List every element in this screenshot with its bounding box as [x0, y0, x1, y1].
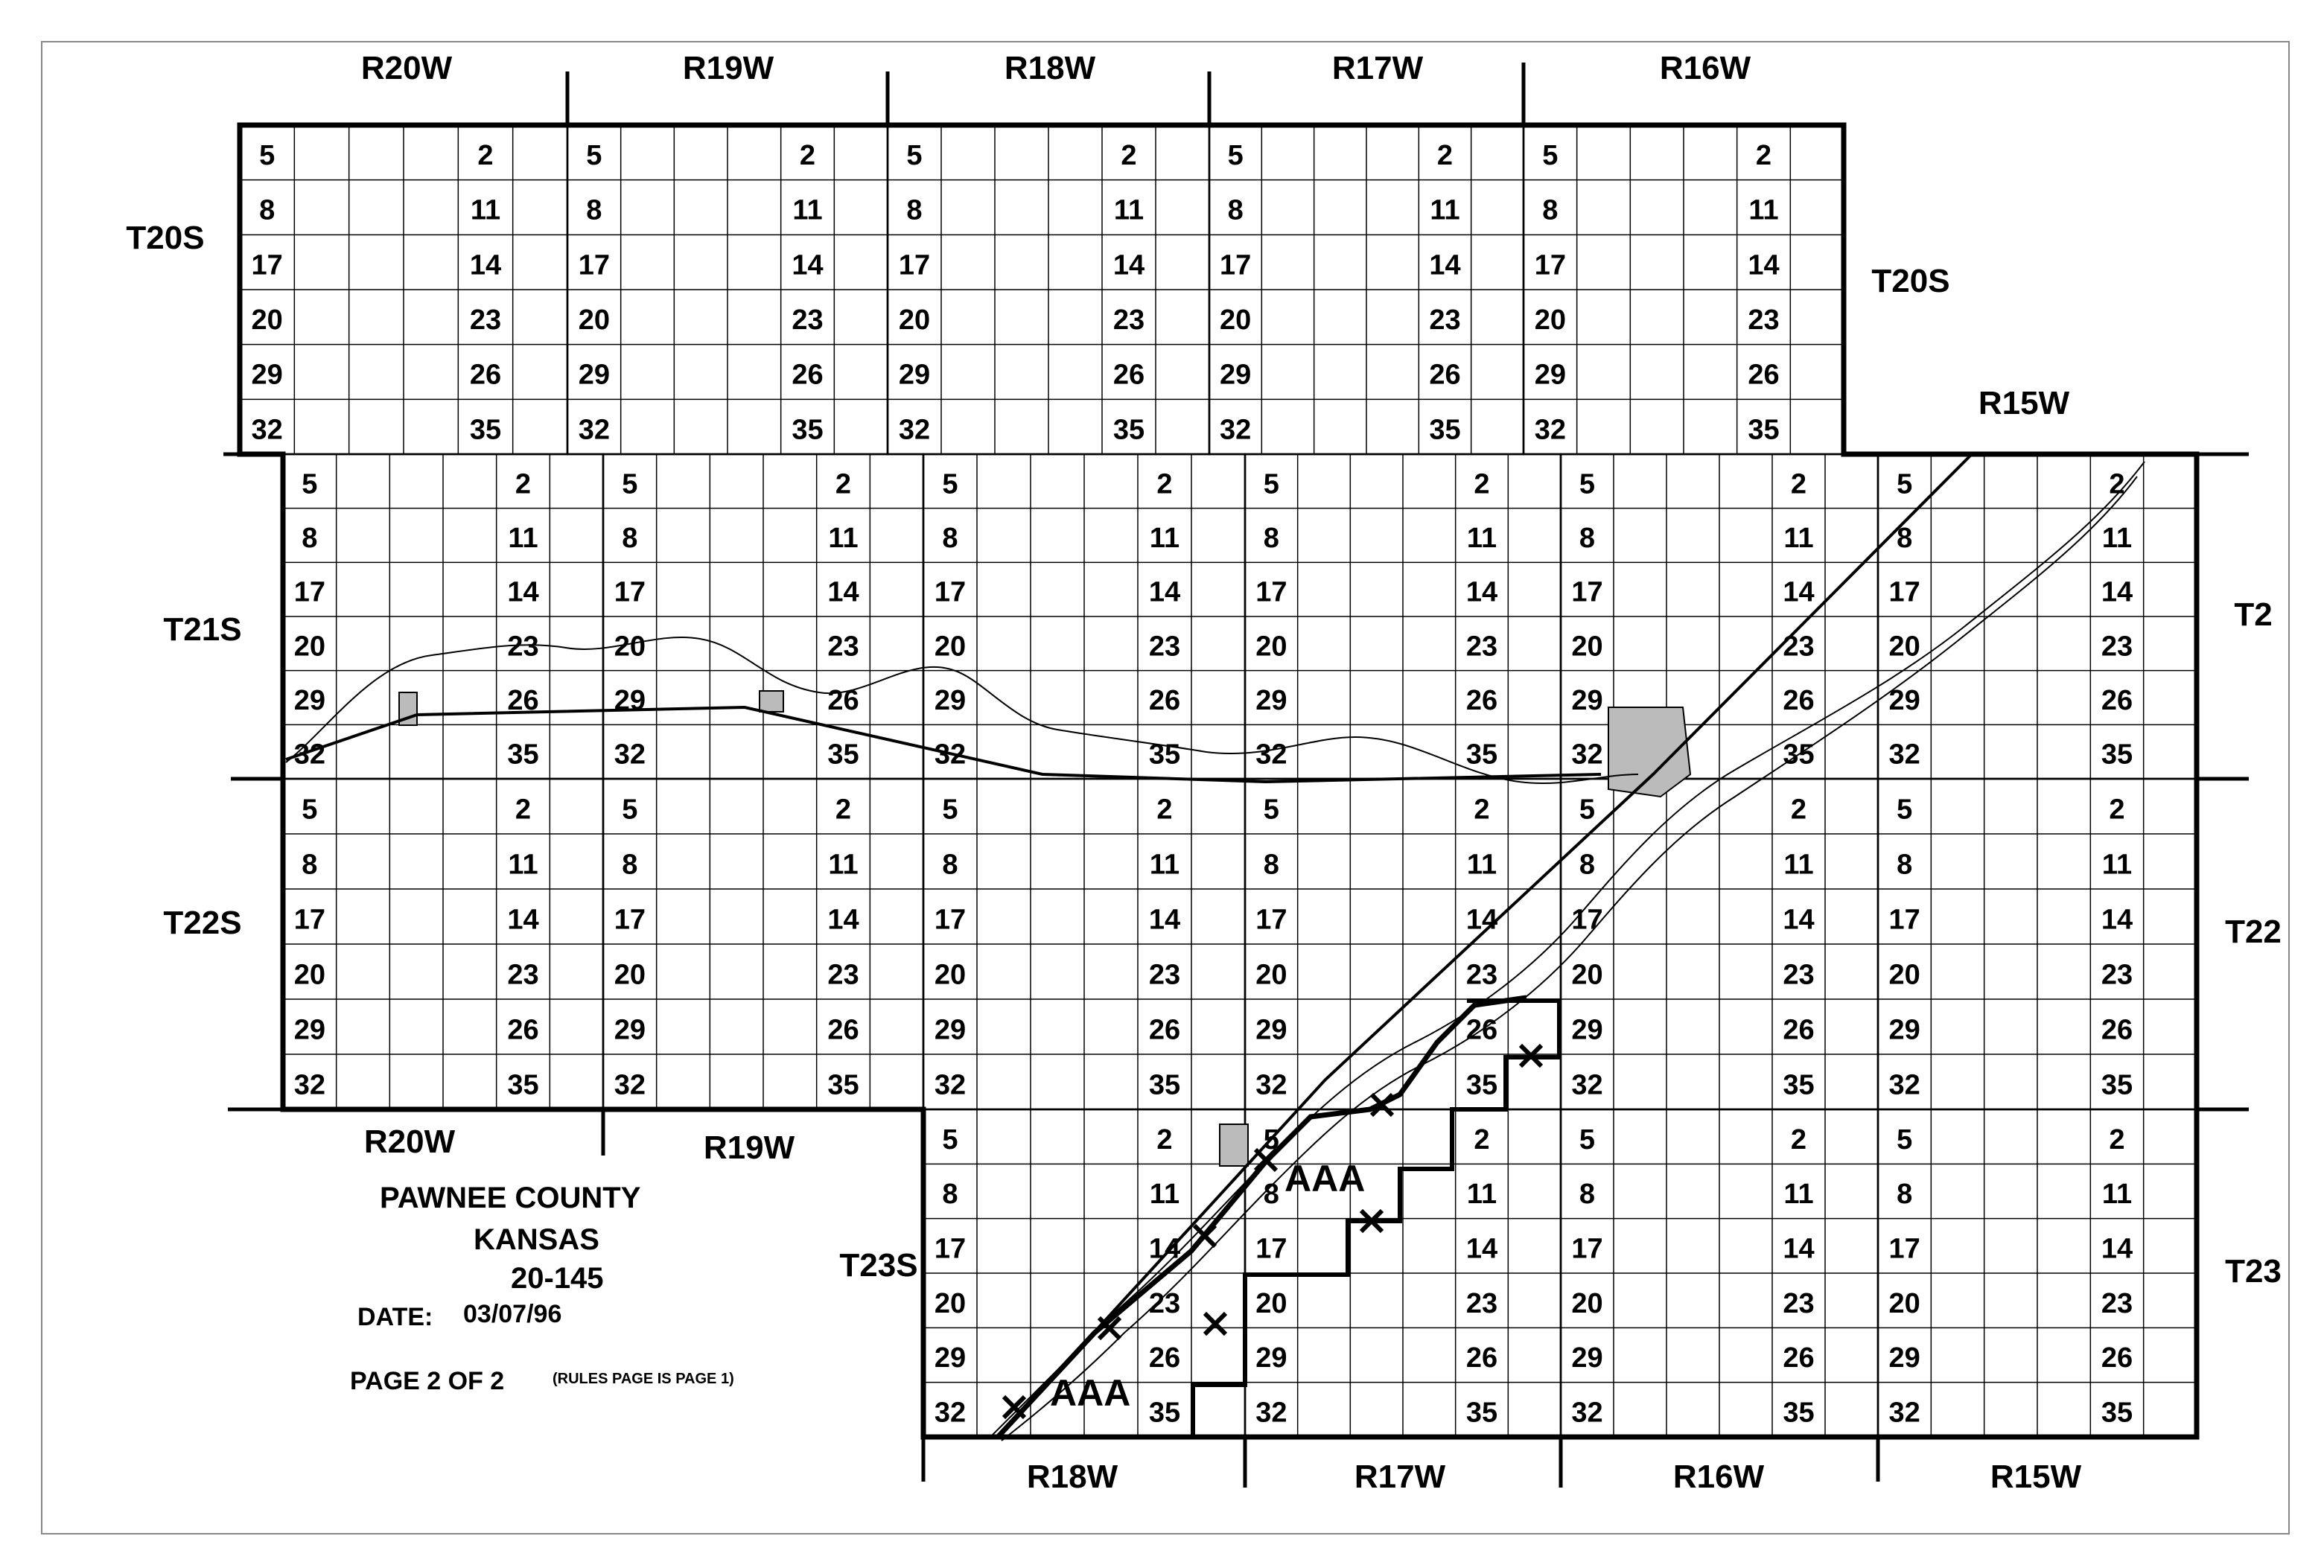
section-number: 23 [507, 959, 539, 991]
section-number: 5 [942, 468, 958, 500]
section-number: 29 [934, 1342, 967, 1374]
section-number: 11 [828, 522, 859, 554]
section-number: 5 [1579, 794, 1596, 826]
section-number: 8 [1542, 194, 1559, 226]
section-number: 2 [1474, 1124, 1490, 1156]
section-number: 29 [934, 1014, 967, 1046]
state-name: KANSAS [474, 1223, 599, 1256]
section-number: 2 [835, 468, 852, 500]
section-number: 29 [251, 359, 283, 391]
section-number: 23 [507, 631, 539, 663]
section-number: 32 [934, 1069, 967, 1101]
field-label-aaa-north: AAA [1284, 1158, 1366, 1199]
section-number: 20 [1534, 305, 1566, 337]
section-number: 32 [614, 1069, 646, 1101]
township-label-left: T23S [839, 1247, 918, 1284]
section-number: 29 [614, 1014, 646, 1046]
section-number: 11 [792, 194, 823, 226]
section-number: 11 [508, 849, 538, 881]
section-number: 14 [1148, 904, 1181, 936]
section-number: 23 [469, 305, 502, 337]
section-number: 2 [1474, 468, 1490, 500]
section-number: 17 [578, 249, 610, 281]
section-number: 32 [1255, 739, 1287, 771]
section-number: 32 [251, 414, 283, 446]
section-number: 11 [1466, 1179, 1497, 1211]
section-number: 26 [2101, 1342, 2133, 1374]
section-number: 23 [2101, 959, 2133, 991]
section-number: 11 [1113, 194, 1145, 226]
section-number: 17 [1888, 1233, 1920, 1265]
township-label-right: T20S [1871, 263, 1950, 299]
section-number: 20 [293, 631, 325, 663]
section-number: 14 [507, 904, 539, 936]
section-number: 14 [1465, 1233, 1498, 1265]
section-number: 11 [1149, 522, 1180, 554]
section-number: 14 [1112, 249, 1145, 281]
section-number: 35 [507, 1069, 539, 1101]
section-number: 2 [515, 794, 532, 826]
section-number: 14 [1148, 1233, 1181, 1265]
section-number: 2 [1790, 1124, 1807, 1156]
section-number: 14 [2101, 904, 2133, 936]
section-number: 20 [1888, 631, 1920, 663]
section-number: 20 [898, 305, 931, 337]
section-number: 26 [1465, 684, 1498, 716]
section-number: 2 [1755, 140, 1772, 172]
section-number: 35 [1148, 1069, 1181, 1101]
section-number: 29 [293, 684, 325, 716]
section-number: 8 [942, 849, 958, 881]
section-number: 35 [1783, 739, 1815, 771]
section-number: 14 [1783, 576, 1815, 608]
section-number: 17 [1571, 1233, 1603, 1265]
section-number: 20 [934, 631, 967, 663]
section-number: 29 [614, 684, 646, 716]
section-number: 29 [1534, 359, 1566, 391]
range-label-bottom: R17W [1354, 1459, 1446, 1495]
town-larned [1608, 707, 1690, 797]
range-label-top: R17W [1331, 50, 1424, 86]
field-marker-x [1194, 1226, 1215, 1246]
section-number: 32 [1571, 1069, 1603, 1101]
section-number: 35 [1148, 1397, 1181, 1429]
section-number: 35 [1783, 1069, 1815, 1101]
section-number: 8 [1897, 849, 1913, 881]
section-number: 32 [1255, 1397, 1287, 1429]
range-label-top: R19W [682, 50, 774, 86]
section-number: 20 [1571, 1287, 1603, 1319]
section-number: 11 [2101, 522, 2133, 554]
section-number: 5 [302, 794, 318, 826]
section-number: 26 [1465, 1342, 1498, 1374]
section-number: 8 [622, 522, 638, 554]
section-number: 32 [1255, 1069, 1287, 1101]
section-number: 20 [1571, 631, 1603, 663]
section-number: 35 [2101, 1397, 2133, 1429]
section-number: 23 [1429, 305, 1461, 337]
section-number: 26 [827, 684, 859, 716]
section-number: 17 [1255, 576, 1287, 608]
town-garfield [760, 691, 783, 712]
section-number: 32 [1220, 414, 1252, 446]
section-number: 35 [792, 414, 824, 446]
section-number: 26 [1112, 359, 1145, 391]
section-number: 20 [293, 959, 325, 991]
section-number: 8 [942, 522, 958, 554]
section-number: 32 [1888, 1069, 1920, 1101]
section-number: 2 [1156, 794, 1173, 826]
section-number: 17 [898, 249, 931, 281]
section-number: 8 [942, 1179, 958, 1211]
range-label-mid: R20W [363, 1124, 456, 1160]
section-number: 32 [1888, 1397, 1920, 1429]
section-number: 5 [622, 794, 638, 826]
section-number: 20 [934, 1287, 967, 1319]
section-number: 26 [1748, 359, 1780, 391]
section-number: 11 [828, 849, 859, 881]
section-number: 17 [1888, 904, 1920, 936]
section-number: 2 [515, 468, 532, 500]
section-number: 14 [469, 249, 502, 281]
section-number: 5 [942, 794, 958, 826]
section-number: 17 [1220, 249, 1252, 281]
township-label-left: T20S [126, 220, 205, 256]
section-number: 23 [792, 305, 824, 337]
range-label-bottom: R16W [1672, 1459, 1765, 1495]
section-number: 29 [1571, 684, 1603, 716]
section-number: 29 [1888, 1342, 1920, 1374]
section-number: 20 [1220, 305, 1252, 337]
section-number: 14 [1148, 576, 1181, 608]
section-number: 23 [1465, 959, 1498, 991]
section-number: 11 [1783, 522, 1814, 554]
section-number: 5 [1897, 794, 1913, 826]
range-label-top: R20W [360, 50, 453, 86]
section-number: 17 [1534, 249, 1566, 281]
township-label-left: T22S [163, 905, 242, 941]
section-number: 35 [827, 1069, 859, 1101]
section-number: 11 [1466, 849, 1497, 881]
section-number: 11 [1430, 194, 1460, 226]
section-number: 35 [1429, 414, 1461, 446]
section-number: 35 [1148, 739, 1181, 771]
county-code: 20-145 [511, 1262, 604, 1295]
section-number: 35 [469, 414, 502, 446]
section-number: 17 [1255, 1233, 1287, 1265]
field-label-aaa-south: AAA [1050, 1372, 1131, 1414]
section-number: 32 [614, 739, 646, 771]
section-number: 2 [1474, 794, 1490, 826]
section-number: 35 [1783, 1397, 1815, 1429]
section-number: 11 [1466, 522, 1497, 554]
section-number: 23 [1748, 305, 1780, 337]
section-number: 32 [1888, 739, 1920, 771]
section-number: 8 [259, 194, 276, 226]
section-number: 29 [1220, 359, 1252, 391]
section-number: 14 [792, 249, 824, 281]
section-number: 26 [1465, 1014, 1498, 1046]
section-number: 26 [507, 1014, 539, 1046]
section-number: 32 [1534, 414, 1566, 446]
section-number: 35 [507, 739, 539, 771]
section-number: 11 [1149, 849, 1180, 881]
section-number: 14 [827, 576, 859, 608]
section-number: 14 [1429, 249, 1461, 281]
section-number: 20 [1888, 959, 1920, 991]
section-number: 20 [251, 305, 283, 337]
section-number: 26 [1148, 1342, 1181, 1374]
section-number: 26 [1783, 1014, 1815, 1046]
section-number: 29 [1255, 684, 1287, 716]
section-number: 14 [1783, 904, 1815, 936]
section-number: 17 [1255, 904, 1287, 936]
section-number: 23 [1465, 1287, 1498, 1319]
section-number: 29 [1888, 1014, 1920, 1046]
section-number: 8 [622, 849, 638, 881]
date-label: DATE: [357, 1303, 433, 1331]
section-number: 8 [302, 522, 318, 554]
section-number: 8 [1263, 849, 1279, 881]
section-number: 23 [2101, 631, 2133, 663]
township-label-right: T23 [2225, 1253, 2282, 1290]
section-number: 17 [293, 576, 325, 608]
section-number: 14 [507, 576, 539, 608]
section-number: 23 [1148, 959, 1181, 991]
township-label-right: T22 [2225, 914, 2282, 950]
section-number: 5 [1227, 140, 1244, 172]
section-number: 14 [1465, 576, 1498, 608]
section-number: 26 [1783, 1342, 1815, 1374]
date-value: 03/07/96 [463, 1300, 562, 1328]
section-number: 26 [2101, 1014, 2133, 1046]
section-number: 26 [827, 1014, 859, 1046]
section-number: 8 [1579, 522, 1596, 554]
section-number: 35 [1112, 414, 1145, 446]
section-number: 20 [1888, 1287, 1920, 1319]
section-number: 2 [1156, 1124, 1173, 1156]
section-number: 11 [2101, 849, 2133, 881]
section-number: 26 [792, 359, 824, 391]
section-number: 5 [906, 140, 923, 172]
section-number: 29 [1571, 1014, 1603, 1046]
section-number: 14 [1748, 249, 1780, 281]
section-number: 20 [1571, 959, 1603, 991]
section-number: 35 [2101, 1069, 2133, 1101]
section-number: 26 [507, 684, 539, 716]
section-number: 2 [477, 140, 494, 172]
section-number: 8 [586, 194, 602, 226]
section-number: 20 [1255, 959, 1287, 991]
section-number: 35 [2101, 739, 2133, 771]
town-burdett [1220, 1124, 1248, 1166]
county-name: PAWNEE COUNTY [380, 1182, 641, 1214]
section-number: 26 [1148, 684, 1181, 716]
range-label-mid: R19W [703, 1129, 795, 1166]
range-label-top: R16W [1659, 50, 1751, 86]
section-number: 5 [1579, 1124, 1596, 1156]
range-label-top: R18W [1004, 50, 1096, 86]
section-number: 32 [578, 414, 610, 446]
section-number: 2 [1121, 140, 1137, 172]
section-number: 8 [1579, 849, 1596, 881]
section-number: 23 [1783, 631, 1815, 663]
section-number: 5 [1897, 468, 1913, 500]
section-number: 29 [1255, 1342, 1287, 1374]
section-number: 29 [934, 684, 967, 716]
section-number: 17 [1571, 904, 1603, 936]
section-number: 23 [1148, 631, 1181, 663]
section-number: 35 [827, 739, 859, 771]
section-number: 29 [1255, 1014, 1287, 1046]
section-number: 17 [934, 904, 967, 936]
section-number: 26 [2101, 684, 2133, 716]
section-number: 2 [799, 140, 816, 172]
section-number: 20 [1255, 631, 1287, 663]
section-number: 20 [1255, 1287, 1287, 1319]
section-number: 32 [293, 1069, 325, 1101]
section-number: 5 [259, 140, 276, 172]
section-number: 23 [1112, 305, 1145, 337]
section-number: 26 [1148, 1014, 1181, 1046]
section-number: 2 [1790, 468, 1807, 500]
section-number: 32 [1571, 1397, 1603, 1429]
section-number: 14 [827, 904, 859, 936]
range-label-upper-right: R15W [1978, 385, 2070, 421]
section-number: 8 [906, 194, 923, 226]
page-label: PAGE 2 OF 2 [350, 1367, 505, 1395]
section-number: 23 [1465, 631, 1498, 663]
section-number: 20 [614, 631, 646, 663]
section-number: 11 [1783, 849, 1814, 881]
section-number: 2 [1436, 140, 1454, 172]
section-number: 17 [614, 576, 646, 608]
section-number: 17 [293, 904, 325, 936]
section-number: 5 [1263, 794, 1279, 826]
section-number: 32 [293, 739, 325, 771]
section-number: 5 [1897, 1124, 1913, 1156]
section-number: 17 [1571, 576, 1603, 608]
range-label-bottom: R18W [1026, 1459, 1118, 1495]
section-number: 35 [1465, 739, 1498, 771]
section-number: 32 [934, 739, 967, 771]
section-number: 11 [2101, 1179, 2133, 1211]
section-number: 23 [1783, 959, 1815, 991]
section-number: 23 [827, 631, 859, 663]
section-number: 26 [1429, 359, 1461, 391]
section-number: 17 [251, 249, 283, 281]
section-number: 5 [302, 468, 318, 500]
section-number: 8 [1263, 522, 1279, 554]
section-number: 11 [1149, 1179, 1180, 1211]
section-number: 11 [1783, 1179, 1814, 1211]
section-number: 5 [1542, 140, 1559, 172]
section-number: 8 [1579, 1179, 1596, 1211]
section-number: 8 [1897, 522, 1913, 554]
section-number: 2 [2109, 468, 2125, 500]
section-number: 29 [578, 359, 610, 391]
section-number: 11 [1748, 194, 1779, 226]
section-number: 35 [1465, 1397, 1498, 1429]
section-number: 5 [622, 468, 638, 500]
section-number: 32 [934, 1397, 967, 1429]
section-number: 2 [835, 794, 852, 826]
section-number: 14 [1465, 904, 1498, 936]
section-number: 2 [1156, 468, 1173, 500]
section-number: 23 [827, 959, 859, 991]
section-number: 23 [1783, 1287, 1815, 1319]
section-number: 14 [1783, 1233, 1815, 1265]
section-number: 2 [1790, 794, 1807, 826]
section-number: 2 [2109, 794, 2125, 826]
section-number: 8 [1263, 1179, 1279, 1211]
section-number: 29 [1571, 1342, 1603, 1374]
section-number: 8 [302, 849, 318, 881]
section-number: 35 [1748, 414, 1780, 446]
page-note: (RULES PAGE IS PAGE 1) [553, 1371, 734, 1387]
section-number: 14 [2101, 1233, 2133, 1265]
section-number: 5 [942, 1124, 958, 1156]
section-number: 20 [934, 959, 967, 991]
field-marker-x [1004, 1397, 1025, 1418]
section-number: 29 [293, 1014, 325, 1046]
section-number: 17 [934, 1233, 967, 1265]
section-number: 8 [1897, 1179, 1913, 1211]
section-number: 5 [1263, 1124, 1279, 1156]
section-number: 32 [1571, 739, 1603, 771]
section-number: 17 [614, 904, 646, 936]
section-number: 26 [469, 359, 502, 391]
section-number: 26 [1783, 684, 1815, 716]
section-number: 23 [2101, 1287, 2133, 1319]
section-number: 17 [1888, 576, 1920, 608]
section-number: 14 [2101, 576, 2133, 608]
section-number: 20 [578, 305, 610, 337]
section-number: 29 [1888, 684, 1920, 716]
section-number: 23 [1148, 1287, 1181, 1319]
section-number: 11 [508, 522, 538, 554]
section-number: 5 [1579, 468, 1596, 500]
township-label-right: T2 [2234, 596, 2273, 633]
section-number: 2 [2109, 1124, 2125, 1156]
section-number: 20 [614, 959, 646, 991]
section-number: 32 [898, 414, 931, 446]
township-label-left: T21S [163, 611, 242, 648]
section-number: 8 [1227, 194, 1244, 226]
field-marker-x [1205, 1313, 1226, 1334]
section-number: 35 [1465, 1069, 1498, 1101]
section-number: 5 [586, 140, 602, 172]
range-label-bottom: R15W [1990, 1459, 2082, 1495]
section-number: 29 [898, 359, 931, 391]
section-number: 17 [934, 576, 967, 608]
section-number: 5 [1263, 468, 1279, 500]
section-number: 11 [470, 194, 501, 226]
